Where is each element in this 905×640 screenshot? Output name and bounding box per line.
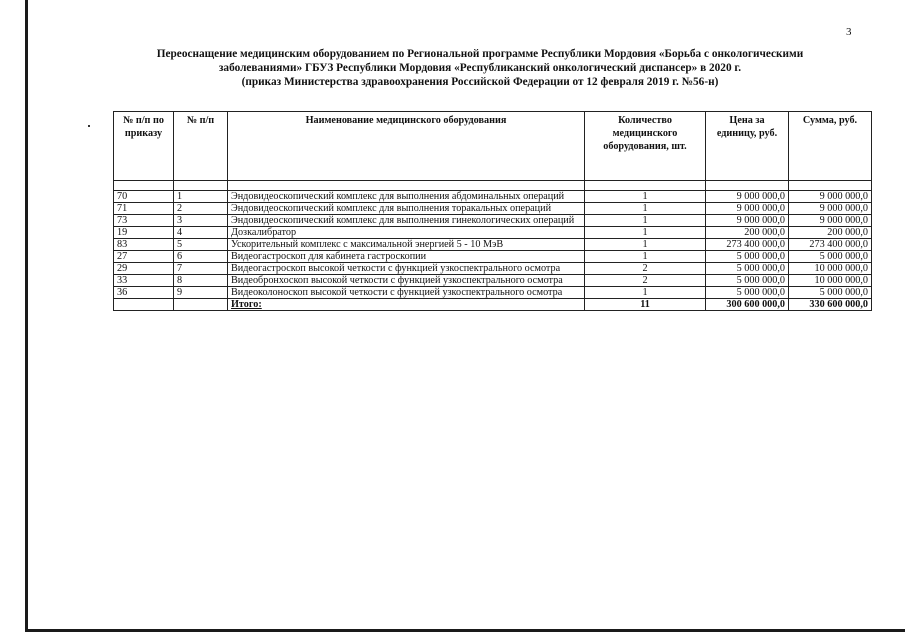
cell-sum: 9 000 000,0 — [789, 203, 872, 215]
cell-quantity: 1 — [585, 239, 706, 251]
scan-bottom-edge — [25, 629, 905, 632]
equipment-table — [113, 111, 872, 311]
scan-speck — [88, 125, 90, 127]
table-header-row — [114, 112, 872, 181]
table-row — [114, 275, 872, 287]
table-row — [114, 215, 872, 227]
table-row — [114, 203, 872, 215]
page-number: 3 — [846, 26, 852, 38]
cell-order-number: 27 — [114, 251, 174, 263]
cell-order-number: 73 — [114, 215, 174, 227]
header-quantity: Количество медицинского оборудования, шт. — [585, 112, 706, 181]
cell-order-number: 19 — [114, 227, 174, 239]
cell-sum: 10 000 000,0 — [789, 263, 872, 275]
cell-equipment-name: Ускорительный комплекс с максимальной энергией 5 - 10 МэВ — [228, 239, 585, 251]
table-row — [114, 251, 872, 263]
cell-sum: 10 000 000,0 — [789, 275, 872, 287]
cell-equipment-name: Эндовидеоскопический комплекс для выполнения гинекологических операций — [228, 215, 585, 227]
table-row — [114, 227, 872, 239]
title-line: (приказ Министерства здравоохранения Российской Федерации от 12 февраля 2019 г. №56-н) — [241, 76, 719, 88]
scan-left-edge — [25, 0, 28, 632]
cell-quantity: 1 — [585, 191, 706, 203]
cell-order-number: 83 — [114, 239, 174, 251]
cell-number: 8 — [174, 275, 228, 287]
cell-order-number: 71 — [114, 203, 174, 215]
cell-number: 3 — [174, 215, 228, 227]
cell-number: 1 — [174, 191, 228, 203]
total-sum: 330 600 000,0 — [789, 299, 872, 311]
cell-quantity: 1 — [585, 215, 706, 227]
cell-order-number: 36 — [114, 287, 174, 299]
total-quantity: 11 — [585, 299, 706, 311]
cell-unit-price: 5 000 000,0 — [706, 275, 789, 287]
document-title — [95, 47, 865, 89]
cell-sum: 5 000 000,0 — [789, 287, 872, 299]
cell-equipment-name: Эндовидеоскопический комплекс для выполнения абдоминальных операций — [228, 191, 585, 203]
cell-equipment-name: Видеогастроскоп высокой четкости с функцией узкоспектрального осмотра — [228, 263, 585, 275]
table-spacer-row — [114, 181, 872, 191]
table-row — [114, 239, 872, 251]
cell-number: 9 — [174, 287, 228, 299]
cell-order-number: 33 — [114, 275, 174, 287]
table-row — [114, 263, 872, 275]
cell-sum: 9 000 000,0 — [789, 191, 872, 203]
cell-equipment-name: Видеобронхоскоп высокой четкости с функцией узкоспектрального осмотра — [228, 275, 585, 287]
cell-sum: 9 000 000,0 — [789, 215, 872, 227]
total-unit-price: 300 600 000,0 — [706, 299, 789, 311]
cell-quantity: 2 — [585, 263, 706, 275]
cell-number: 5 — [174, 239, 228, 251]
header-sum: Сумма, руб. — [789, 112, 872, 181]
header-number: № п/п — [174, 112, 228, 181]
cell-unit-price: 9 000 000,0 — [706, 215, 789, 227]
cell-sum: 5 000 000,0 — [789, 251, 872, 263]
cell-quantity: 1 — [585, 227, 706, 239]
cell-unit-price: 273 400 000,0 — [706, 239, 789, 251]
cell-order-number: 29 — [114, 263, 174, 275]
cell-number: 4 — [174, 227, 228, 239]
cell-unit-price: 200 000,0 — [706, 227, 789, 239]
table-row — [114, 287, 872, 299]
cell-unit-price: 5 000 000,0 — [706, 263, 789, 275]
header-order-number: № п/п по приказу — [114, 112, 174, 181]
cell-unit-price: 9 000 000,0 — [706, 191, 789, 203]
cell-sum: 273 400 000,0 — [789, 239, 872, 251]
title-line: Переоснащение медицинским оборудованием по Региональной программе Республики Мордовия «Борьба с онкологическими — [156, 48, 804, 60]
cell-unit-price: 5 000 000,0 — [706, 287, 789, 299]
title-line: заболеваниями» ГБУЗ Республики Мордовия «Республиканский онкологический диспансер» в 2020 г. — [218, 62, 742, 74]
cell-unit-price: 9 000 000,0 — [706, 203, 789, 215]
cell-quantity: 1 — [585, 251, 706, 263]
cell-equipment-name: Эндовидеоскопический комплекс для выполнения торакальных операций — [228, 203, 585, 215]
cell-number: 6 — [174, 251, 228, 263]
cell-number: 2 — [174, 203, 228, 215]
table-total-row — [114, 299, 872, 311]
cell-equipment-name: Видеогастроскоп для кабинета гастроскопии — [228, 251, 585, 263]
cell-empty — [114, 299, 174, 311]
cell-number: 7 — [174, 263, 228, 275]
cell-order-number: 70 — [114, 191, 174, 203]
cell-quantity: 2 — [585, 275, 706, 287]
total-label: Итого: — [228, 299, 585, 311]
table-row — [114, 191, 872, 203]
table-body — [114, 181, 872, 311]
cell-unit-price: 5 000 000,0 — [706, 251, 789, 263]
header-unit-price: Цена за единицу, руб. — [706, 112, 789, 181]
header-equipment-name: Наименование медицинского оборудования — [228, 112, 585, 181]
cell-quantity: 1 — [585, 203, 706, 215]
cell-sum: 200 000,0 — [789, 227, 872, 239]
cell-equipment-name: Дозкалибратор — [228, 227, 585, 239]
cell-equipment-name: Видеоколоноскоп высокой четкости с функцией узкоспектрального осмотра — [228, 287, 585, 299]
cell-empty — [174, 299, 228, 311]
cell-quantity: 1 — [585, 287, 706, 299]
